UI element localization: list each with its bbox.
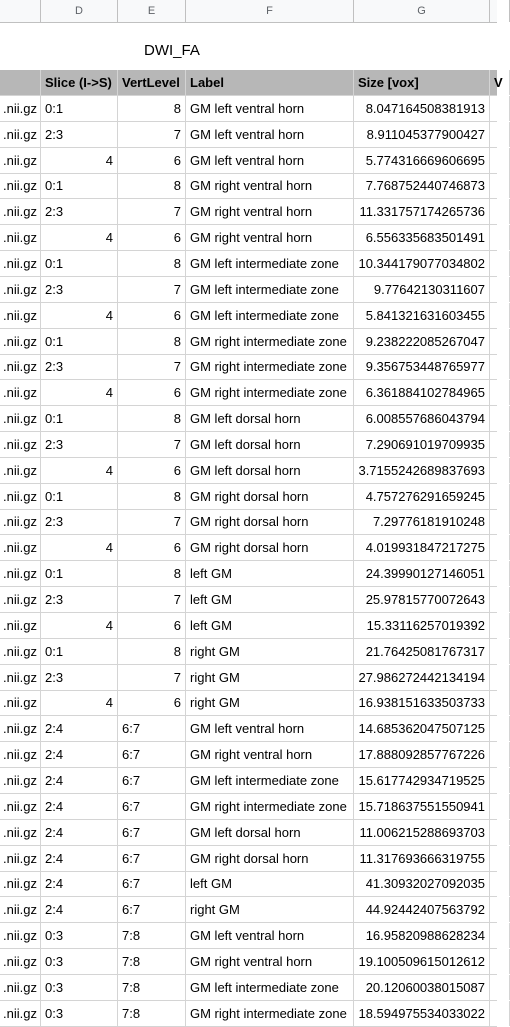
next-cell[interactable] [490,639,510,664]
column-header-e[interactable]: E [118,0,186,22]
size-cell[interactable]: 14.685362047507125 [354,716,490,741]
vertlevel-cell[interactable]: 7 [118,277,186,302]
size-cell[interactable]: 11.317693666319755 [354,846,490,871]
next-cell[interactable] [490,509,510,534]
table-row [0,329,497,355]
label-cell[interactable]: GM right dorsal horn [186,535,354,560]
slice-cell[interactable]: 4 [41,613,118,638]
size-cell[interactable]: 18.594975534033022 [354,1001,490,1026]
next-cell[interactable] [490,768,510,793]
vertlevel-cell[interactable]: 6:7 [118,897,186,922]
column-header-f[interactable]: F [186,0,354,22]
header-cell-slice[interactable]: Slice (I->S) [41,70,118,95]
filename-cell[interactable]: .nii.gz [0,122,41,147]
title-row [0,22,497,70]
next-cell[interactable] [490,380,510,405]
vertlevel-cell[interactable]: 7 [118,432,186,457]
vertlevel-cell[interactable]: 8 [118,406,186,431]
slice-cell[interactable]: 0:1 [41,329,118,354]
vertlevel-cell[interactable]: 6:7 [118,742,186,767]
table-row [0,380,497,406]
slice-cell[interactable]: 0:1 [41,96,118,121]
vertlevel-cell[interactable]: 6 [118,535,186,560]
vertlevel-cell[interactable]: 8 [118,329,186,354]
slice-cell[interactable]: 2:4 [41,716,118,741]
slice-cell[interactable]: 2:4 [41,742,118,767]
filename-cell[interactable]: .nii.gz [0,768,41,793]
table-row [0,303,497,329]
next-cell[interactable] [490,199,510,224]
next-cell[interactable] [490,846,510,871]
slice-cell[interactable]: 2:3 [41,277,118,302]
next-cell[interactable] [490,923,510,948]
filename-cell[interactable]: .nii.gz [0,897,41,922]
header-cell-label[interactable]: Label [186,70,354,95]
label-cell[interactable]: GM left intermediate zone [186,303,354,328]
column-header-g[interactable]: G [354,0,490,22]
column-header-h[interactable] [490,0,510,22]
size-cell[interactable]: 8.047164508381913 [354,96,490,121]
label-cell[interactable]: GM left ventral horn [186,122,354,147]
next-cell[interactable] [490,897,510,922]
size-cell[interactable]: 41.30932027092035 [354,871,490,896]
filename-cell[interactable]: .nii.gz [0,587,41,612]
next-cell[interactable] [490,690,510,715]
filename-cell[interactable]: .nii.gz [0,871,41,896]
slice-cell[interactable]: 2:3 [41,354,118,379]
column-header-d[interactable]: D [41,0,118,22]
label-cell[interactable]: GM right dorsal horn [186,846,354,871]
next-cell[interactable] [490,561,510,586]
size-cell[interactable]: 6.361884102784965 [354,380,490,405]
vertlevel-cell[interactable]: 7:8 [118,923,186,948]
next-cell[interactable] [490,716,510,741]
column-header-bar [0,0,497,23]
table-row [0,173,497,199]
filename-cell[interactable]: .nii.gz [0,458,41,483]
next-cell[interactable] [490,587,510,612]
table-row [0,251,497,277]
size-cell[interactable]: 7.29776181910248 [354,509,490,534]
vertlevel-cell[interactable]: 6:7 [118,716,186,741]
label-cell[interactable]: GM right ventral horn [186,173,354,198]
vertlevel-cell[interactable]: 6:7 [118,846,186,871]
filename-cell[interactable]: .nii.gz [0,820,41,845]
next-cell[interactable] [490,535,510,560]
filename-cell[interactable]: .nii.gz [0,613,41,638]
next-cell[interactable] [490,303,510,328]
slice-cell[interactable]: 4 [41,303,118,328]
vertlevel-cell[interactable]: 7 [118,587,186,612]
size-cell[interactable]: 15.33116257019392 [354,613,490,638]
slice-cell[interactable]: 0:1 [41,251,118,276]
vertlevel-cell[interactable]: 6 [118,380,186,405]
next-cell[interactable] [490,742,510,767]
vertlevel-cell[interactable]: 8 [118,639,186,664]
table-row [0,199,497,225]
size-cell[interactable]: 20.12060038015087 [354,975,490,1000]
next-cell[interactable] [490,96,510,121]
label-cell[interactable]: GM left dorsal horn [186,406,354,431]
next-cell[interactable] [490,975,510,1000]
table-row [0,690,497,716]
vertlevel-cell[interactable]: 6:7 [118,820,186,845]
filename-cell[interactable]: .nii.gz [0,173,41,198]
next-cell[interactable] [490,148,510,173]
filename-cell[interactable]: .nii.gz [0,96,41,121]
size-cell[interactable]: 5.774316669606695 [354,148,490,173]
next-cell[interactable] [490,251,510,276]
vertlevel-cell[interactable]: 7 [118,122,186,147]
label-cell[interactable]: right GM [186,639,354,664]
label-cell[interactable]: GM left dorsal horn [186,432,354,457]
size-cell[interactable]: 15.718637551550941 [354,794,490,819]
table-row [0,768,497,794]
filename-cell[interactable]: .nii.gz [0,484,41,509]
label-cell[interactable]: GM right dorsal horn [186,509,354,534]
table-row [0,509,497,535]
header-cell-vertlevel[interactable]: VertLevel [118,70,186,95]
filename-cell[interactable]: .nii.gz [0,380,41,405]
slice-cell[interactable]: 4 [41,690,118,715]
vertlevel-cell[interactable]: 8 [118,251,186,276]
size-cell[interactable]: 7.290691019709935 [354,432,490,457]
size-cell[interactable]: 6.008557686043794 [354,406,490,431]
vertlevel-cell[interactable]: 6:7 [118,871,186,896]
size-cell[interactable]: 19.100509615012612 [354,949,490,974]
label-cell[interactable]: GM left dorsal horn [186,820,354,845]
filename-cell[interactable]: .nii.gz [0,432,41,457]
label-cell[interactable]: GM right intermediate zone [186,354,354,379]
header-cell-next[interactable]: V [490,70,510,95]
slice-cell[interactable]: 4 [41,225,118,250]
table-header-row [0,70,503,96]
table-row [0,561,497,587]
vertlevel-cell[interactable]: 8 [118,173,186,198]
table-row [0,148,497,174]
next-cell[interactable] [490,277,510,302]
table-row [0,975,497,1001]
next-cell[interactable] [490,1001,510,1026]
filename-cell[interactable]: .nii.gz [0,225,41,250]
size-cell[interactable]: 4.019931847217275 [354,535,490,560]
slice-cell[interactable]: 0:1 [41,484,118,509]
size-cell[interactable]: 4.757276291659245 [354,484,490,509]
table-row [0,484,497,510]
slice-cell[interactable]: 2:4 [41,897,118,922]
size-cell[interactable]: 16.95820988628234 [354,923,490,948]
label-cell[interactable]: right GM [186,665,354,690]
table-row [0,665,497,691]
vertlevel-cell[interactable]: 6 [118,148,186,173]
vertlevel-cell[interactable]: 6 [118,613,186,638]
label-cell[interactable]: GM right intermediate zone [186,1001,354,1026]
table-row [0,923,497,949]
next-cell[interactable] [490,354,510,379]
slice-cell[interactable]: 2:3 [41,587,118,612]
size-cell[interactable]: 9.356753448765977 [354,354,490,379]
label-cell[interactable]: GM left ventral horn [186,716,354,741]
size-cell[interactable]: 6.556335683501491 [354,225,490,250]
label-cell[interactable]: GM right intermediate zone [186,329,354,354]
label-cell[interactable]: GM left intermediate zone [186,768,354,793]
slice-cell[interactable]: 4 [41,535,118,560]
filename-cell[interactable]: .nii.gz [0,690,41,715]
size-cell[interactable]: 3.7155242689837693 [354,458,490,483]
table-row [0,742,497,768]
filename-cell[interactable]: .nii.gz [0,742,41,767]
slice-cell[interactable]: 0:3 [41,923,118,948]
next-cell[interactable] [490,173,510,198]
header-cell-filename[interactable] [0,70,41,95]
slice-cell[interactable]: 0:1 [41,406,118,431]
slice-cell[interactable]: 4 [41,380,118,405]
header-cell-size[interactable]: Size [vox] [354,70,490,95]
filename-cell[interactable]: .nii.gz [0,639,41,664]
vertlevel-cell[interactable]: 7:8 [118,1001,186,1026]
slice-cell[interactable]: 2:3 [41,432,118,457]
table-row [0,897,497,923]
size-cell[interactable]: 8.911045377900427 [354,122,490,147]
filename-cell[interactable]: .nii.gz [0,509,41,534]
label-cell[interactable]: GM right ventral horn [186,199,354,224]
size-cell[interactable]: 44.92442407563792 [354,897,490,922]
label-cell[interactable]: GM left dorsal horn [186,458,354,483]
size-cell[interactable]: 9.77642130311607 [354,277,490,302]
slice-cell[interactable]: 2:4 [41,820,118,845]
vertlevel-cell[interactable]: 7 [118,665,186,690]
slice-cell[interactable]: 4 [41,148,118,173]
vertlevel-cell[interactable]: 7:8 [118,949,186,974]
table-row [0,949,497,975]
table-row [0,535,497,561]
label-cell[interactable]: GM right ventral horn [186,949,354,974]
table-row [0,794,497,820]
slice-cell[interactable]: 2:4 [41,846,118,871]
table-row [0,406,497,432]
filename-cell[interactable]: .nii.gz [0,1001,41,1026]
vertlevel-cell[interactable]: 6:7 [118,768,186,793]
size-cell[interactable]: 24.39990127146051 [354,561,490,586]
next-cell[interactable] [490,406,510,431]
slice-cell[interactable]: 2:3 [41,122,118,147]
filename-cell[interactable]: .nii.gz [0,535,41,560]
filename-cell[interactable]: .nii.gz [0,561,41,586]
slice-cell[interactable]: 0:3 [41,1001,118,1026]
filename-cell[interactable]: .nii.gz [0,665,41,690]
next-cell[interactable] [490,820,510,845]
table-row [0,820,497,846]
sheet-title[interactable]: DWI_FA [144,42,200,59]
next-cell[interactable] [490,432,510,457]
filename-cell[interactable]: .nii.gz [0,277,41,302]
vertlevel-cell[interactable]: 7 [118,199,186,224]
filename-cell[interactable]: .nii.gz [0,148,41,173]
vertlevel-cell[interactable]: 6 [118,225,186,250]
size-cell[interactable]: 11.006215288693703 [354,820,490,845]
label-cell[interactable]: right GM [186,897,354,922]
table-row [0,871,497,897]
vertlevel-cell[interactable]: 8 [118,96,186,121]
table-row [0,846,497,872]
size-cell[interactable]: 21.76425081767317 [354,639,490,664]
label-cell[interactable]: left GM [186,871,354,896]
vertlevel-cell[interactable]: 7 [118,509,186,534]
table-row [0,225,497,251]
filename-cell[interactable]: .nii.gz [0,406,41,431]
next-cell[interactable] [490,613,510,638]
label-cell[interactable]: GM right intermediate zone [186,380,354,405]
vertlevel-cell[interactable]: 7:8 [118,975,186,1000]
size-cell[interactable]: 11.331757174265736 [354,199,490,224]
slice-cell[interactable]: 0:1 [41,639,118,664]
vertlevel-cell[interactable]: 6 [118,690,186,715]
filename-cell[interactable]: .nii.gz [0,846,41,871]
vertlevel-cell[interactable]: 7 [118,354,186,379]
next-cell[interactable] [490,949,510,974]
slice-cell[interactable]: 0:1 [41,561,118,586]
next-cell[interactable] [490,329,510,354]
label-cell[interactable]: GM left intermediate zone [186,251,354,276]
next-cell[interactable] [490,665,510,690]
label-cell[interactable]: left GM [186,613,354,638]
size-cell[interactable]: 9.238222085267047 [354,329,490,354]
label-cell[interactable]: left GM [186,587,354,612]
label-cell[interactable]: GM left intermediate zone [186,277,354,302]
label-cell[interactable]: GM left ventral horn [186,96,354,121]
next-cell[interactable] [490,794,510,819]
vertlevel-cell[interactable]: 8 [118,484,186,509]
label-cell[interactable]: GM right dorsal horn [186,484,354,509]
filename-cell[interactable]: .nii.gz [0,199,41,224]
slice-cell[interactable]: 2:4 [41,871,118,896]
next-cell[interactable] [490,458,510,483]
slice-cell[interactable]: 0:1 [41,173,118,198]
slice-cell[interactable]: 2:3 [41,199,118,224]
vertlevel-cell[interactable]: 8 [118,561,186,586]
table-row [0,277,497,303]
label-cell[interactable]: GM right ventral horn [186,742,354,767]
table-row [0,122,497,148]
size-cell[interactable]: 27.986272442134194 [354,665,490,690]
filename-cell[interactable]: .nii.gz [0,975,41,1000]
size-cell[interactable]: 25.97815770072643 [354,587,490,612]
table-row [0,613,497,639]
filename-cell[interactable]: .nii.gz [0,923,41,948]
next-cell[interactable] [490,225,510,250]
filename-cell[interactable]: .nii.gz [0,251,41,276]
size-cell[interactable]: 17.888092857767226 [354,742,490,767]
table-row [0,354,497,380]
label-cell[interactable]: GM left ventral horn [186,923,354,948]
filename-cell[interactable]: .nii.gz [0,303,41,328]
label-cell[interactable]: right GM [186,690,354,715]
table-row [0,639,497,665]
column-header-blank[interactable] [0,0,41,22]
next-cell[interactable] [490,484,510,509]
table-row [0,587,497,613]
table-row [0,96,497,122]
table-row [0,432,497,458]
next-cell[interactable] [490,122,510,147]
size-cell[interactable]: 5.841321631603455 [354,303,490,328]
label-cell[interactable]: GM right intermediate zone [186,794,354,819]
label-cell[interactable]: left GM [186,561,354,586]
filename-cell[interactable]: .nii.gz [0,329,41,354]
slice-cell[interactable]: 2:3 [41,509,118,534]
label-cell[interactable]: GM left ventral horn [186,148,354,173]
size-cell[interactable]: 7.768752440746873 [354,173,490,198]
slice-cell[interactable]: 0:3 [41,975,118,1000]
label-cell[interactable]: GM left intermediate zone [186,975,354,1000]
vertlevel-cell[interactable]: 6 [118,303,186,328]
filename-cell[interactable]: .nii.gz [0,794,41,819]
slice-cell[interactable]: 2:4 [41,768,118,793]
size-cell[interactable]: 15.617742934719525 [354,768,490,793]
vertlevel-cell[interactable]: 6:7 [118,794,186,819]
filename-cell[interactable]: .nii.gz [0,354,41,379]
slice-cell[interactable]: 4 [41,458,118,483]
label-cell[interactable]: GM right ventral horn [186,225,354,250]
slice-cell[interactable]: 0:3 [41,949,118,974]
table-row [0,458,497,484]
table-row [0,1001,497,1027]
filename-cell[interactable]: .nii.gz [0,716,41,741]
size-cell[interactable]: 10.344179077034802 [354,251,490,276]
next-cell[interactable] [490,871,510,896]
vertlevel-cell[interactable]: 6 [118,458,186,483]
slice-cell[interactable]: 2:3 [41,665,118,690]
filename-cell[interactable]: .nii.gz [0,949,41,974]
slice-cell[interactable]: 2:4 [41,794,118,819]
size-cell[interactable]: 16.938151633503733 [354,690,490,715]
table-row [0,716,497,742]
